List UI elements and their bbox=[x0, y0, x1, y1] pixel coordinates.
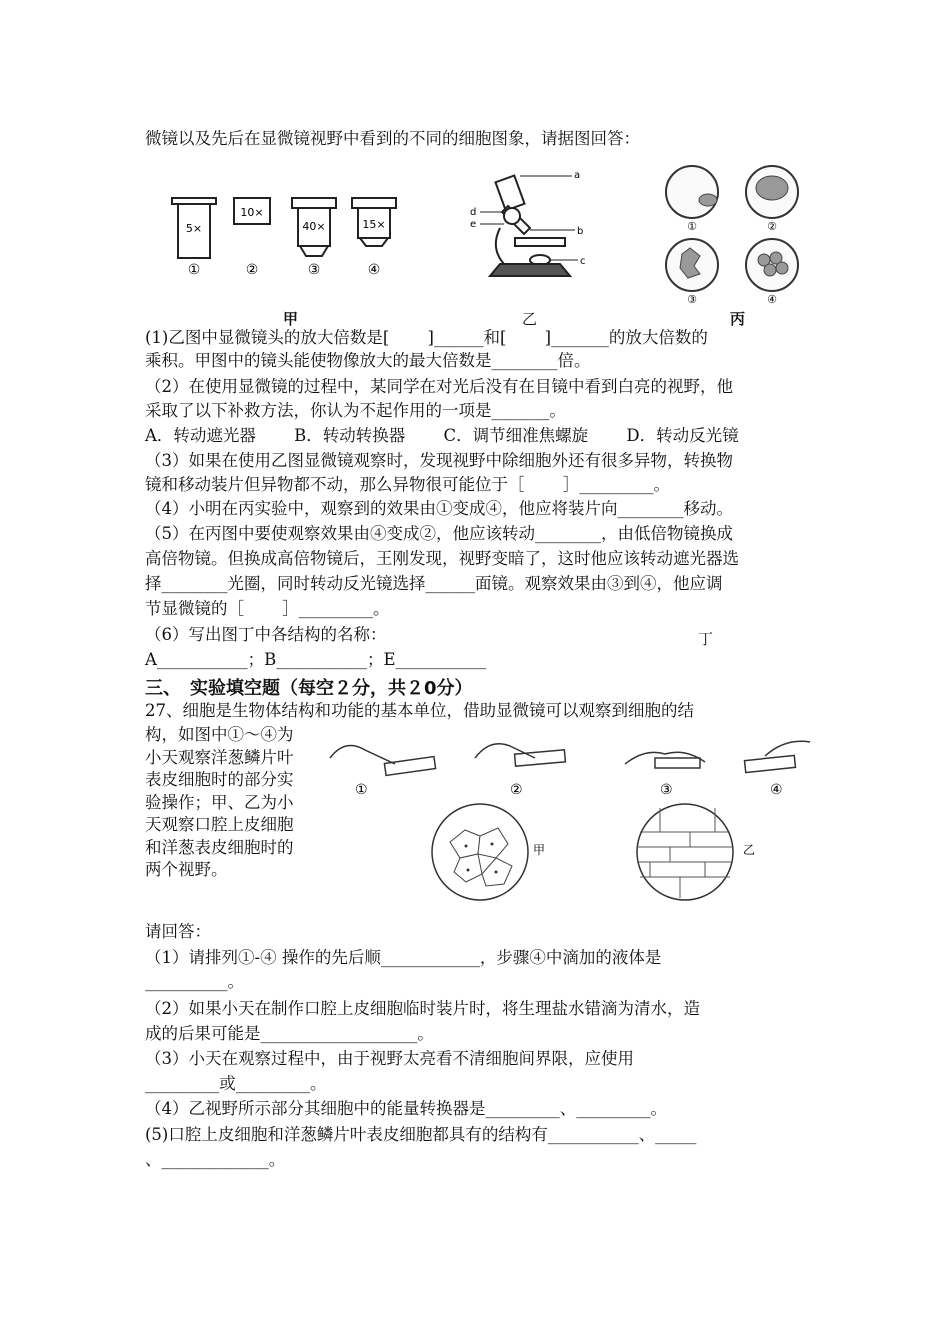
q-line-14: A___________；B___________；E___________ bbox=[145, 650, 487, 669]
label-b: b bbox=[577, 226, 584, 237]
figure-yi-microscope bbox=[460, 168, 600, 293]
q27-line-8: （4）乙视野所示部分其细胞中的能量转换器是_________、_________。 bbox=[145, 1099, 667, 1118]
figure-bing-caption: 丙 bbox=[730, 310, 746, 328]
view-jia-label: 甲 bbox=[533, 843, 546, 857]
lens-4-num: ④ bbox=[367, 262, 381, 278]
figure-jia-lenses bbox=[160, 190, 420, 315]
view-yi-circle bbox=[637, 804, 733, 900]
q27-line-10: 、_____________。 bbox=[145, 1150, 286, 1169]
q-line-5: A．转动遮光器 B．转动转换器 C．调节细准焦螺旋 D．转动反光镜 bbox=[145, 426, 739, 445]
intro-line: 微镜以及先后在显微镜视野中看到的不同的细胞图象，请据图回答： bbox=[145, 129, 640, 148]
lens-3-mag: 40× bbox=[302, 220, 326, 233]
q27-line-5: 成的后果可能是___________________。 bbox=[145, 1024, 434, 1043]
q27-line-4: （2）如果小天在制作口腔上皮细胞临时装片时，将生理盐水错滴为清水，造 bbox=[145, 999, 700, 1018]
eyepiece bbox=[495, 175, 524, 210]
lens-1-mag: 5× bbox=[185, 222, 203, 235]
q27-line-2: （1）请排列①-④ 操作的先后顺____________，步骤④中滴加的液体是 bbox=[145, 948, 662, 967]
arm bbox=[496, 228, 504, 264]
label-c: c bbox=[580, 256, 586, 267]
q-line-8: （4）小明在丙实验中，观察到的效果由①变成④，他应将装片向________移动。 bbox=[145, 499, 733, 518]
q27-line-6: （3）小天在观察过程中，由于视野太亮看不清细胞间界限，应使用 bbox=[145, 1049, 634, 1068]
section3-heading: 三、 实验填空题（每空２分，共２0分） bbox=[145, 678, 473, 699]
q-line-3: （2）在使用显微镜的过程中，某同学在对光后没有在目镜中看到白亮的视野，他 bbox=[145, 377, 733, 396]
figure-yi-caption: 乙 bbox=[522, 310, 538, 328]
step-1-hand bbox=[330, 746, 395, 765]
figure-bing-views bbox=[660, 162, 810, 307]
figure-cell-views bbox=[430, 802, 800, 904]
q-line-7: 镜和移动装片但异物都不动，那么异物很可能位于［ ］_________。 bbox=[145, 475, 670, 494]
view-yi-label: 乙 bbox=[743, 843, 756, 857]
figure-ding-caption: 丁 bbox=[698, 630, 714, 648]
step-3-num: ③ bbox=[660, 782, 673, 798]
label-d: d bbox=[470, 207, 477, 218]
label-a: a bbox=[574, 170, 581, 181]
q27-wrapped-text: 构，如图中①～④为小天观察洋葱鳞片叶表皮细胞时的部分实验操作；甲、乙为小天观察口腔上皮细胞和洋葱表皮细胞时的两个视野。 bbox=[145, 725, 294, 879]
view-2-num: ② bbox=[767, 220, 777, 233]
lens-2-num: ② bbox=[245, 262, 259, 278]
lens-2-mag: 10× bbox=[240, 206, 264, 219]
q-line-4: 采取了以下补救方法，你认为不起作用的一项是_______。 bbox=[145, 401, 566, 420]
q27-line-7: _________或_________。 bbox=[145, 1074, 327, 1093]
lens-4-mag: 15× bbox=[362, 218, 386, 231]
figure-jia-caption: 甲 bbox=[283, 310, 299, 328]
step-1-num: ① bbox=[355, 782, 368, 798]
q-line-13: （6）写出图丁中各结构的名称： bbox=[145, 625, 387, 644]
lens-1-num: ① bbox=[187, 262, 201, 278]
step-2-num: ② bbox=[510, 782, 523, 798]
stage bbox=[515, 238, 565, 246]
coarse-knob bbox=[504, 208, 520, 224]
base bbox=[490, 264, 570, 276]
view-1-num: ① bbox=[687, 220, 697, 233]
lens-3-num: ③ bbox=[307, 262, 321, 278]
q27-line-9: (5)口腔上皮细胞和洋葱鳞片叶表皮细胞都具有的结构有___________、_____ bbox=[145, 1125, 697, 1144]
q27-first-line: 27、细胞是生物体结构和功能的基本单位，借助显微镜可以观察到细胞的结 bbox=[145, 701, 694, 720]
q-line-2: 乘积。甲图中的镜头能使物像放大的最大倍数是________倍。 bbox=[145, 351, 591, 370]
q-line-10: 高倍物镜。但换成高倍物镜后，王刚发现，视野变暗了，这时他应该转动遮光器选 bbox=[145, 549, 739, 568]
view-4-num: ④ bbox=[767, 293, 777, 306]
figure-operation-steps bbox=[325, 728, 825, 798]
q-line-11: 择________光圈，同时转动反光镜选择______面镜。观察效果由③到④，他应调 bbox=[145, 574, 723, 593]
q27-line-3: __________。 bbox=[145, 972, 244, 991]
q-line-1: (1)乙图中显微镜头的放大倍数是[ ]______和[ ]_______的放大倍数的 bbox=[145, 328, 708, 347]
q-line-6: （3）如果在使用乙图显微镜观察时，发现视野中除细胞外还有很多异物，转换物 bbox=[145, 451, 733, 470]
q-line-12: 节显微镜的［ ］_________。 bbox=[145, 599, 390, 618]
label-e: e bbox=[470, 219, 477, 230]
q27-line-1: 请回答： bbox=[145, 922, 211, 941]
view-3-num: ③ bbox=[687, 293, 697, 306]
step-4-num: ④ bbox=[770, 782, 783, 798]
q-line-9: （5）在丙图中要使观察效果由④变成②，他应该转动________，由低倍物镜换成 bbox=[145, 524, 733, 543]
